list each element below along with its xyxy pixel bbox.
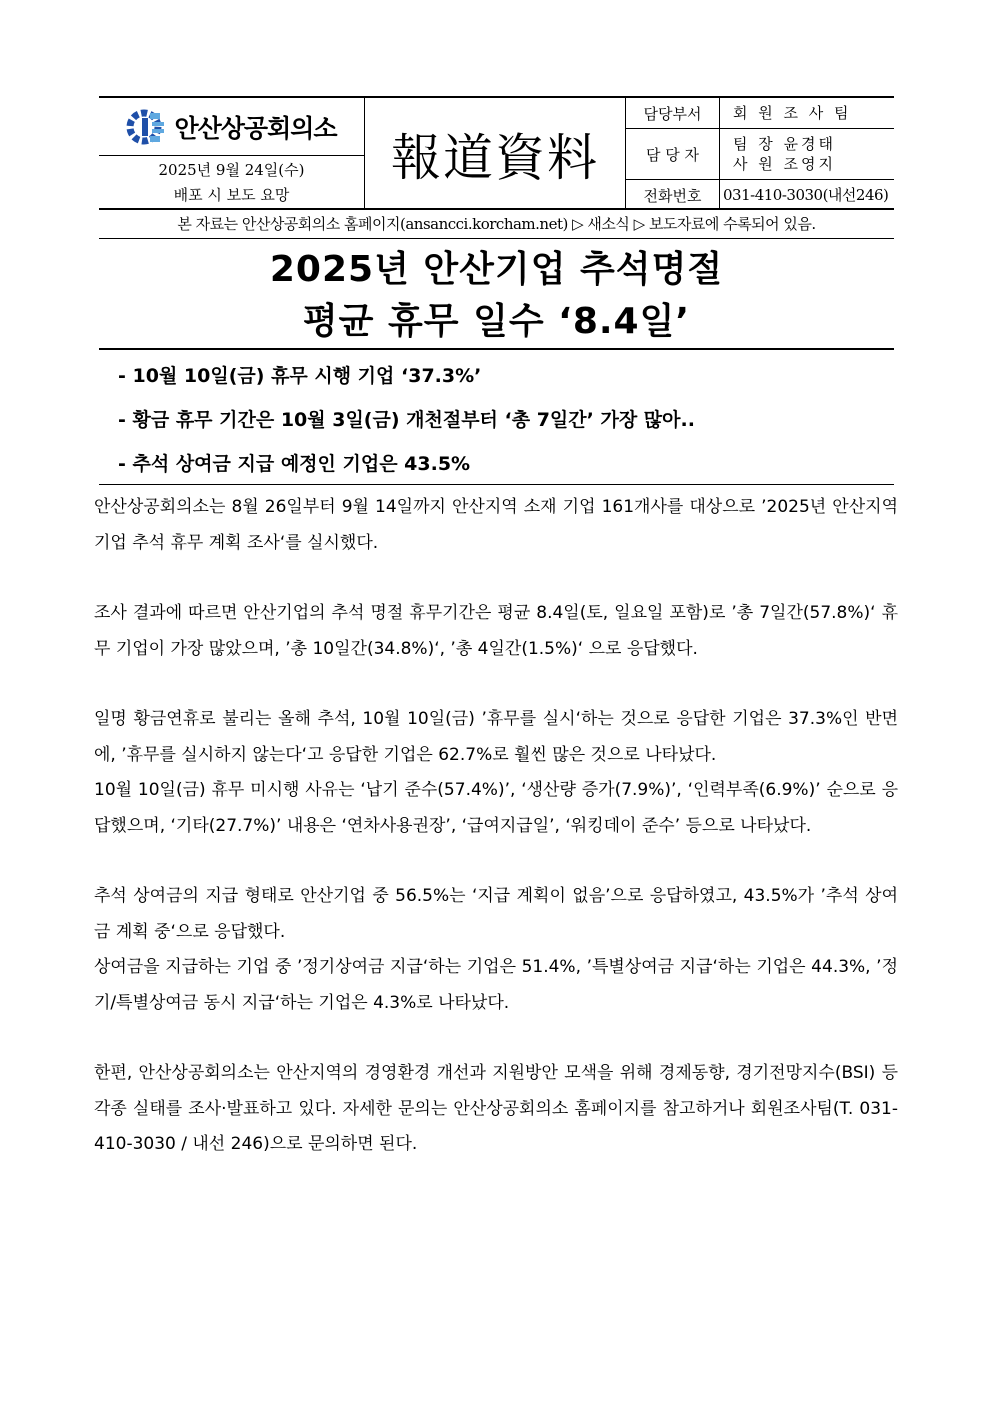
dept-label: 담당부서: [626, 98, 720, 128]
subheading: - 10월 10일(금) 휴무 시행 기업 ‘37.3%’: [118, 365, 482, 387]
headline: [99, 244, 894, 348]
contact-line-2: 사 원 조영지: [733, 155, 836, 173]
divider: [99, 484, 894, 485]
subheading: - 추석 상여금 지급 예정인 기업은 43.5%: [118, 453, 471, 475]
dept-row: [626, 98, 894, 129]
phone-value: 031-410-3030(내선246): [723, 186, 889, 204]
divider: [99, 348, 894, 350]
phone-label: 전화번호: [626, 180, 720, 210]
date-block: [99, 156, 364, 210]
paragraph: 10월 10일(금) 휴무 미시행 사유는 ‘납기 준수(57.4%)’, ‘생산량 증가(7.9%)’, ‘인력부족(6.9%)’ 순으로 응답했으며, ‘기타(27.7%)’ 내용은 ‘연차사용권장’, ‘급여지급일’, ‘워킹데이 준수’ 등으로 나타났다.: [94, 780, 898, 836]
chamber-logo-icon: [126, 107, 166, 147]
paragraph: 일명 황금연휴로 불리는 올해 추석, 10월 10일(금) ’휴무를 실시‘하는 것으로 응답한 기업은 37.3%인 반면에, ’휴무를 실시하지 않는다‘고 응답한 기업은 62.7%로 훨씬 많은 것으로 나타났다.: [94, 709, 898, 765]
header-table: [99, 96, 894, 210]
contact-value: [719, 129, 894, 179]
paragraph: 상여금을 지급하는 기업 중 ’정기상여금 지급‘하는 기업은 51.4%, ’특별상여금 지급‘하는 기업은 44.3%, ’정기/특별상여금 동시 지급‘하는 기업은 4.3%로 나타났다.: [94, 957, 898, 1013]
doc-type-title: 報道資料: [364, 98, 626, 210]
headline-line-1: 2025년 안산기업 추석명절: [269, 249, 724, 290]
phone-row: [626, 180, 894, 210]
paragraph: 한편, 안산상공회의소는 안산지역의 경영환경 개선과 지원방안 모색을 위해 경제동향, 경기전망지수(BSI) 등 각종 실태를 조사·발표하고 있다. 자세한 문의는 안산상공회의소 홈페이지를 참고하거나 회원조사팀(T. 031-410-3030 / 내선 246)으로 문의하면 된다.: [94, 1063, 898, 1154]
release-note: 배포 시 보도 요망: [173, 186, 290, 204]
paragraph: 조사 결과에 따르면 안산기업의 추석 명절 휴무기간은 평균 8.4일(토, 일요일 포함)로 ’총 7일간(57.8%)‘ 휴무 기업이 가장 많았으며, ’총 10일간(34.8%)‘, ’총 4일간(1.5%)‘ 으로 응답했다.: [94, 603, 898, 659]
subheading: - 황금 휴무 기간은 10월 3일(금) 개천절부터 ‘총 7일간’ 가장 많아..: [118, 409, 695, 431]
headline-line-2: 평균 휴무 일수 ‘8.4일’: [302, 301, 691, 342]
paragraph: 안산상공회의소는 8월 26일부터 9월 14일까지 안산지역 소재 기업 161개사를 대상으로 ’2025년 안산지역 기업 추석 휴무 계획 조사‘를 실시했다.: [94, 497, 898, 553]
logo-area: [99, 98, 364, 156]
subheadings: [118, 354, 898, 486]
release-date: 2025년 9월 24일(수): [158, 161, 305, 179]
paragraph: 추석 상여금의 지급 형태로 안산기업 중 56.5%는 ‘지급 계획이 없음’으로 응답하였고, 43.5%가 ’추석 상여금 계획 중‘으로 응답했다.: [94, 886, 898, 942]
contact-table: [626, 98, 894, 210]
notice-line: 본 자료는 안산상공회의소 홈페이지(ansancci.korcham.net) ▷ 새소식 ▷ 보도자료에 수록되어 있음.: [99, 211, 894, 239]
article-body: [94, 490, 898, 1163]
contact-row: [626, 129, 894, 180]
dept-value: 회 원 조 사 팀: [733, 104, 852, 122]
contact-label: 담 당 자: [626, 129, 720, 179]
org-name: 안산상공회의소: [174, 113, 337, 143]
contact-line-1: 팀 장 윤경태: [733, 135, 836, 153]
